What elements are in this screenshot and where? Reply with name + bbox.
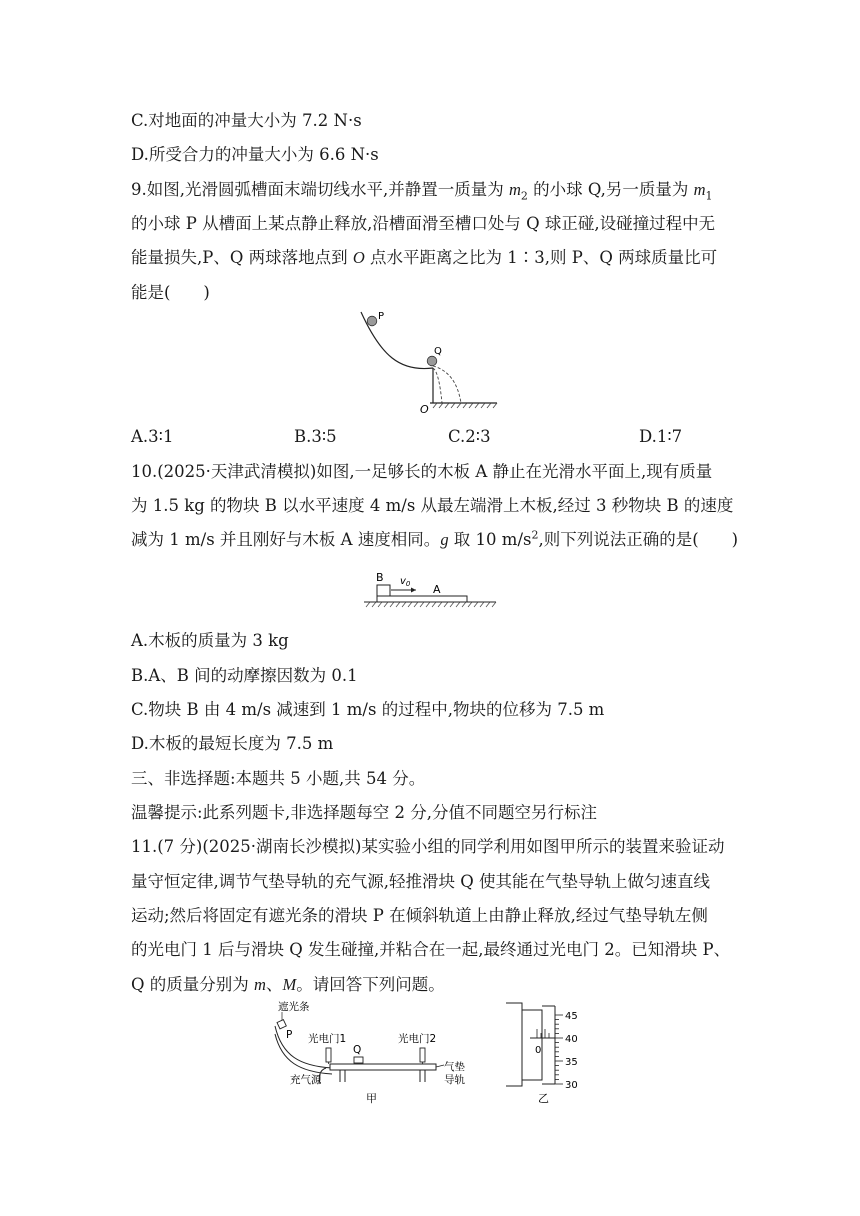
q11-jia-label-rail-1: 气垫 xyxy=(444,1061,465,1073)
q11-yi-zero: 0 xyxy=(535,1045,542,1056)
q9-stem-line-3: 能量损失,P、Q 两球落地点到 O 点水平距离之比为 1∶3,则 P、Q 两球质量比可 xyxy=(131,248,718,267)
q11-yi-tick-45: 45 xyxy=(565,1011,578,1022)
q11-jia-air-track xyxy=(330,1064,436,1070)
q10-option-d: D.木板的最短长度为 7.5 m xyxy=(131,734,334,753)
q10-block-b xyxy=(377,585,390,596)
q11-figure-yi xyxy=(500,998,600,1106)
q9-stem-line-1: 9.如图,光滑圆弧槽面末端切线水平,并静置一质量为 $m_2$ 的小球 Q,另一质量为 $m_1$ xyxy=(131,180,713,203)
q10-figure xyxy=(362,566,500,612)
q9-option-a: A.3∶1 xyxy=(131,427,174,446)
q10-label-a: A xyxy=(433,583,441,596)
q11-jia-label-gate2: 光电门2 xyxy=(398,1033,437,1045)
q8-option-d: D.所受合力的冲量大小为 6.6 N·s xyxy=(131,145,379,164)
section-3-title: 三、非选择题:本题共 5 小题,共 54 分。 xyxy=(131,769,426,788)
q9-options xyxy=(131,427,751,451)
q11-yi-tick-40: 40 xyxy=(565,1034,578,1045)
q10-option-c: C.物块 B 由 4 m/s 减速到 1 m/s 的过程中,物块的位移为 7.5 m xyxy=(131,700,605,719)
q9-option-c: C.2∶3 xyxy=(448,427,491,446)
q10-label-b: B xyxy=(376,571,384,584)
q11-jia-slider-p xyxy=(277,1020,286,1029)
q11-stem-line-3: 运动;然后将固定有遮光条的滑块 P 在倾斜轨道上由静止释放,经过气垫导轨左侧 xyxy=(131,906,708,925)
q10-ground-hatching xyxy=(366,602,496,607)
q10-option-b: B.A、B 间的动摩擦因数为 0.1 xyxy=(131,666,358,685)
q9-trajectory-q xyxy=(433,366,461,403)
q9-label-p: P xyxy=(378,311,385,322)
q11-stem-line-4: 的光电门 1 后与滑块 Q 发生碰撞,并粘合在一起,最终通过光电门 2。已知滑块 P、 xyxy=(131,940,731,959)
q9-stem-line-2: 的小球 P 从槽面上某点静止释放,沿槽面滑至槽口处与 Q 球正碰,设碰撞过程中无 xyxy=(131,214,716,233)
q9-trajectory-p xyxy=(433,368,442,403)
q8-option-c: C.对地面的冲量大小为 7.2 N·s xyxy=(131,111,362,130)
q11-jia-label-air: 充气源 xyxy=(290,1074,322,1086)
q11-jia-slider-q xyxy=(354,1057,363,1063)
q10-stem-line-2: 为 1.5 kg 的物块 B 以水平速度 4 m/s 从最左端滑上木板,经过 3 秒物块 B 的速度 xyxy=(131,496,734,515)
q11-figure-jia xyxy=(270,998,480,1106)
q11-jia-label-shade: 遮光条 xyxy=(278,1001,310,1013)
q9-option-d: D.1∶7 xyxy=(639,427,683,446)
q11-stem-line-5: Q 的质量分别为 m、M。请回答下列问题。 xyxy=(131,975,445,994)
q10-stem-line-3: 减为 1 m/s 并且刚好与木板 A 速度相同。g 取 10 $m/s^2$,则下列说法正确的是( ) xyxy=(131,528,739,549)
q11-jia-label-gate1: 光电门1 xyxy=(308,1033,347,1045)
q11-stem-line-2: 量守恒定律,调节气垫导轨的充气源,轻推滑块 Q 使其能在气垫导轨上做匀速直线 xyxy=(131,872,711,891)
q11-jia-rail-leader xyxy=(436,1065,444,1067)
q10-velocity-arrowhead xyxy=(411,588,416,593)
q9-figure xyxy=(355,306,505,418)
q11-yi-tick-30: 30 xyxy=(565,1080,578,1091)
q9-option-b: B.3∶5 xyxy=(294,427,337,446)
q10-stem-line-1: 10.(2025·天津武清模拟)如图,一足够长的木板 A 静止在光滑水平面上,现有质量 xyxy=(131,462,713,481)
q10-label-v0: $v_0$ xyxy=(400,576,411,588)
q9-stem-line-4: 能是( ) xyxy=(131,283,210,302)
q9-ball-p xyxy=(367,316,377,326)
q11-yi-thimble-ticks xyxy=(555,1015,563,1084)
q9-ball-q xyxy=(427,356,437,366)
q10-option-a: A.木板的质量为 3 kg xyxy=(131,631,289,650)
q11-jia-gate2 xyxy=(420,1048,425,1062)
q11-stem-line-1: 11.(7 分)(2025·湖南长沙模拟)某实验小组的同学利用如图甲所示的装置来验证动 xyxy=(131,837,725,856)
q11-yi-caliper-lower-jaw xyxy=(506,1080,522,1086)
q11-yi-caliper-upper-jaw xyxy=(506,1003,522,1010)
q11-jia-label-rail-2: 导轨 xyxy=(444,1074,465,1086)
q9-ground-hatching xyxy=(433,403,497,408)
q9-label-q: Q xyxy=(434,346,442,357)
q11-yi-caption: 乙 xyxy=(538,1092,549,1105)
q9-label-o: O xyxy=(420,403,429,416)
q11-yi-tick-35: 35 xyxy=(565,1057,578,1068)
q11-jia-gate1 xyxy=(326,1048,331,1062)
q11-jia-caption: 甲 xyxy=(366,1092,377,1105)
q10-board-a xyxy=(377,596,467,602)
section-3-tip: 温馨提示:此系列题卡,非选择题每空 2 分,分值不同题空另行标注 xyxy=(131,803,598,822)
q11-jia-label-p: P xyxy=(286,1029,293,1041)
q11-jia-label-q: Q xyxy=(353,1044,362,1056)
